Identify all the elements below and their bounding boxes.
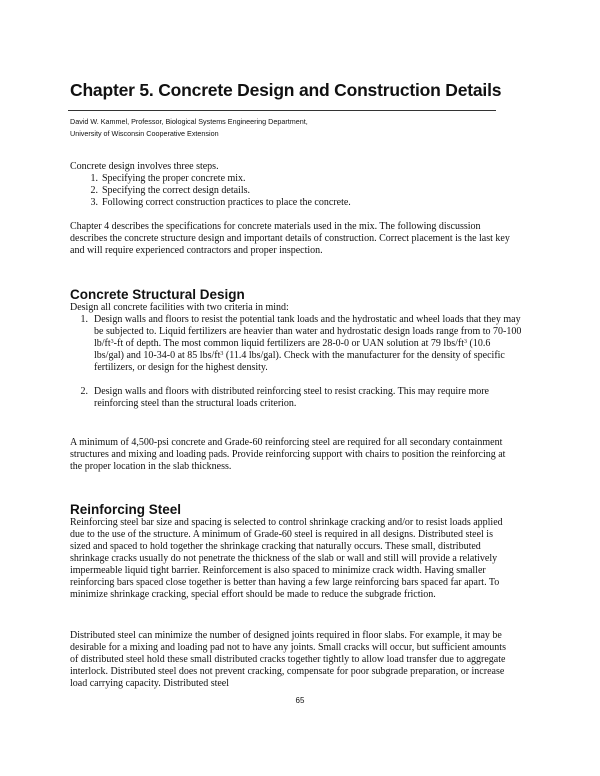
list-item: 3. Following correct construction practices to place the concrete. — [90, 197, 351, 208]
reinforcing-paragraph-1: Reinforcing steel bar size and spacing is selected to control shrinkage cracking and/or to resist loads applied due to the use of the structure. A minimum of Grade-60 steel is required in all designs. Distributed steel is sized and spaced to hold together the shrinkage cracking that naturally occurs. These small, distributed shrinkage cracks usually do not penetrate the thickness of the slab or wall and still will provide a relatively impermeable liquid tight barrier. Reinforcement is also spaced to minimize crack width. Having smaller reinforcing bars spaced close together is better than having a few large reinforcing bars spaced far apart. To minimize shrinkage cracking, special effort should be made to reduce the subgrade friction. — [70, 517, 503, 600]
structural-paragraph: A minimum of 4,500-psi concrete and Grade-60 reinforcing steel are required for all secondary containment structures and mixing and loading pads. Provide reinforcing support with chairs to position the reinforcing at the proper location in the slab thickness. — [70, 437, 506, 472]
criteria-list — [72, 314, 522, 410]
intro-paragraph: Chapter 4 describes the specifications for concrete materials used in the mix. The following discussion describes the concrete structure design and important details of construction. Correct placement is the last key and will require experienced contractors and proper inspection. — [70, 221, 510, 256]
section-heading-reinforcing-steel: Reinforcing Steel — [70, 502, 182, 517]
list-item: 1. Design walls and floors to resist the potential tank loads and the hydrostatic and wheel loads that they may be subjected to. Liquid fertilizers are heavier than water and hydrostatic design loads range from to 70-100 $lb/ft^3-ft$ of depth. The most common liquid fertilizers are 28-0-0 or UAN solution at 79 lbs/$ft^3$ (10.6 lbs/gal) and 10-34-0 at 85 lbs/$ft^3$ (11.4 lbs/gal). Check with the manufacturer for the density of specific fertilizers, or design for the highest density. — [80, 314, 522, 373]
intro-lead: Concrete design involves three steps. — [70, 161, 219, 172]
reinforcing-paragraph-2: Distributed steel can minimize the number of designed joints required in floor slabs. For example, it may be desirable for a mixing and loading pad not to have any joints. Small cracks will occur, but sufficient amounts of distributed steel hold these small distributed cracks together tightly to allow load transfer due to aggregate interlock. Distributed steel does not prevent cracking, compensate for poor subgrade preparation, or increase load carrying capacity. Distributed steel — [70, 630, 506, 689]
list-item: 2. Specifying the correct design details. — [90, 185, 251, 196]
author-line: David W. Kammel, Professor, Biological Systems Engineering Department, — [70, 117, 308, 126]
title-divider — [68, 110, 496, 111]
section-heading-structural-design: Concrete Structural Design — [70, 287, 245, 302]
list-item: 1. Specifying the proper concrete mix. — [90, 173, 246, 184]
intro-section — [70, 161, 514, 209]
structural-lead: Design all concrete facilities with two criteria in mind: — [70, 302, 289, 313]
author-block — [70, 116, 510, 140]
affiliation-line: University of Wisconsin Cooperative Extension — [70, 129, 219, 138]
chapter-title: Chapter 5. Concrete Design and Construction Details — [70, 80, 502, 100]
list-item: 2. Design walls and floors with distributed reinforcing steel to resist cracking. This may require more reinforcing steel than the structural loads criterion. — [80, 386, 489, 409]
page-number: 65 — [295, 696, 305, 705]
